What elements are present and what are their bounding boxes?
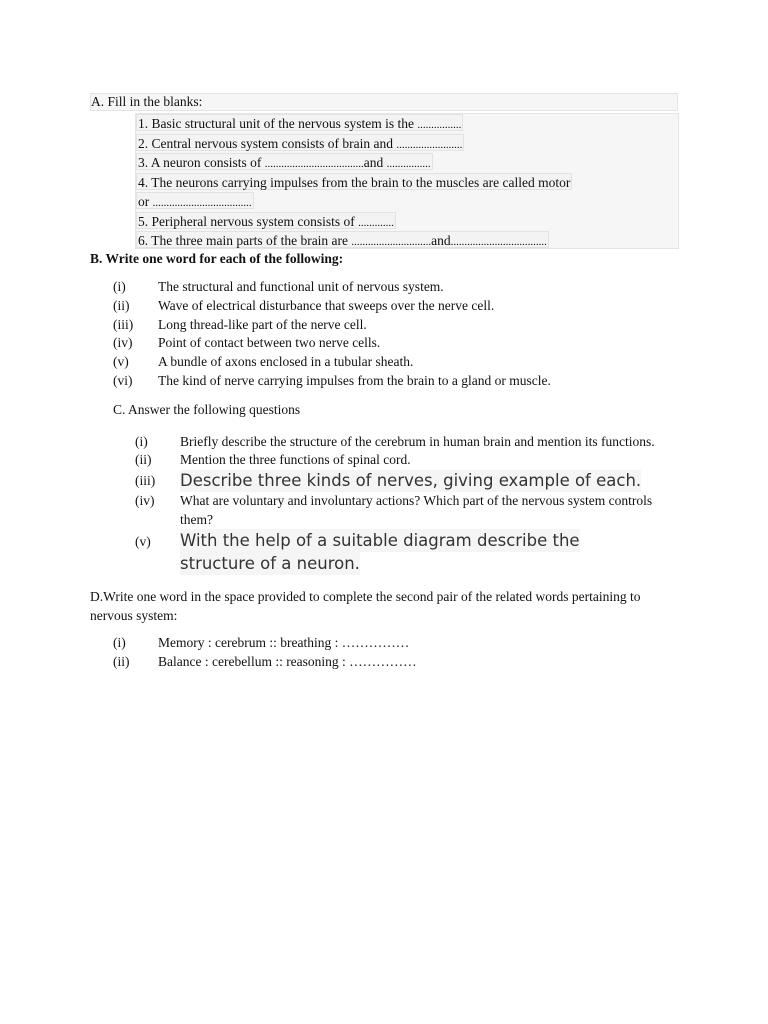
item-text: A bundle of axons enclosed in a tubular sheath. — [158, 354, 414, 370]
blank-item-text: 2. Central nervous system consists of brain and — [138, 135, 397, 151]
item-number: (i) — [135, 434, 148, 449]
item-text: Point of contact between two nerve cells. — [158, 335, 381, 351]
item-number: (v) — [113, 354, 129, 370]
list-item — [113, 278, 673, 297]
item-text: The structural and functional unit of nervous system. — [158, 279, 444, 294]
item-number: (i) — [113, 635, 126, 650]
section-a-title: A. Fill in the blanks: — [91, 94, 203, 109]
blank-item-3[interactable] — [136, 153, 433, 170]
item-number: (ii) — [113, 653, 130, 669]
blank-dots: ........................ — [396, 138, 463, 151]
item-number: (v) — [135, 534, 151, 549]
blank-dots: ............................. — [351, 236, 432, 248]
list-item — [113, 634, 673, 653]
item-text: Briefly describe the structure of the cerebrum in human brain and mention its functions. — [180, 434, 655, 449]
blank-dots: .................................... — [152, 197, 252, 209]
blank-dots: .................................... — [264, 158, 364, 170]
item-text: Wave of electrical disturbance that sweeps over the nerve cell. — [158, 297, 495, 313]
item-number: (iv) — [135, 493, 155, 508]
blank-dots: ................ — [417, 119, 462, 131]
blank-item-6[interactable] — [136, 231, 549, 248]
list-item — [113, 372, 673, 391]
blank-dots: ............. — [358, 216, 394, 229]
item-text: Memory : cerebrum :: breathing : …………… — [158, 635, 410, 650]
blank-item-4-continued[interactable] — [136, 192, 254, 209]
item-number: (iii) — [113, 316, 134, 332]
list-item — [113, 334, 673, 353]
section-b-heading: B. Write one word for each of the following: — [90, 251, 344, 266]
blank-dots: ................ — [386, 158, 431, 170]
item-number: (ii) — [113, 297, 130, 313]
blank-item-1[interactable] — [136, 114, 463, 131]
item-text: What are voluntary and involuntary actions? Which part of the nervous system controls — [180, 493, 653, 508]
section-d-heading: D.Write one word in the space provided to complete the second pair of the related words pertaining to nervous system: — [90, 589, 641, 623]
blank-item-2[interactable] — [136, 134, 464, 151]
blank-mid-text: and — [363, 155, 387, 170]
blank-item-text: 5. Peripheral nervous system consists of — [138, 213, 359, 229]
blank-item-5[interactable] — [136, 212, 396, 229]
blank-item-text: 1. Basic structural unit of the nervous system is the — [138, 116, 418, 131]
item-number: (vi) — [113, 372, 133, 388]
fill-in-blanks-box — [135, 113, 679, 249]
list-item — [113, 297, 673, 316]
blank-item-text: 6. The three main parts of the brain are — [138, 233, 352, 248]
item-text-continued: them? — [180, 512, 213, 527]
list-item — [113, 316, 673, 335]
section-c-heading: C. Answer the following questions — [113, 402, 301, 417]
item-text-continued: structure of a neuron. — [180, 554, 360, 573]
section-b-list — [113, 278, 673, 391]
item-number: (iv) — [113, 335, 133, 351]
item-number: (ii) — [135, 452, 152, 467]
item-text: Balance : cerebellum :: reasoning : …………… — [158, 653, 417, 669]
item-text: Long thread-like part of the nerve cell. — [158, 316, 367, 332]
blank-mid-text: and — [431, 233, 451, 248]
item-number: (iii) — [135, 473, 156, 488]
section-d-list — [113, 634, 673, 672]
section-a-heading — [90, 93, 678, 111]
blank-item-text: or — [138, 194, 153, 209]
item-text: Describe three kinds of nerves, giving example of each. — [180, 471, 642, 490]
item-text: With the help of a suitable diagram describe the — [180, 531, 580, 550]
blank-item-4[interactable] — [136, 173, 572, 190]
item-text: The kind of nerve carrying impulses from the brain to a gland or muscle. — [158, 372, 551, 388]
item-number: (i) — [113, 279, 126, 294]
blank-item-text: 4. The neurons carrying impulses from the brain to the muscles are called motor — [138, 174, 571, 190]
list-item — [113, 653, 673, 672]
item-text: Mention the three functions of spinal cord. — [180, 452, 411, 467]
list-item — [113, 353, 673, 372]
blank-dots: ................................... — [450, 236, 547, 248]
blank-item-text: 3. A neuron consists of — [138, 155, 265, 170]
